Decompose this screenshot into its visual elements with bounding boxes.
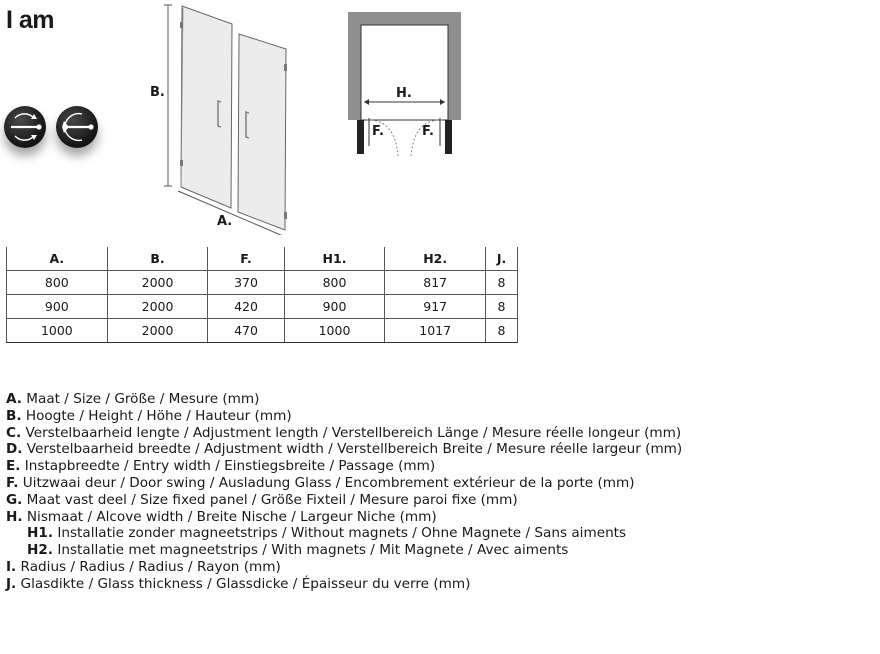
legend-item — [6, 391, 682, 408]
legend-text: Uitzwaai deur / Door swing / Ausladung Glass / Encombrement extérieur de la porte (mm) — [18, 474, 635, 491]
table-cell: 8 — [486, 319, 518, 343]
table-cell: 1017 — [385, 319, 486, 343]
legend-text: Glasdikte / Glass thickness / Glassdicke / Épaisseur du verre (mm) — [16, 575, 471, 592]
header-cell: J. — [486, 247, 518, 271]
legend-text: Radius / Radius / Radius / Rayon (mm) — [16, 558, 281, 575]
table-cell: 917 — [385, 295, 486, 319]
legend-key: H. — [6, 508, 23, 525]
table-cell: 800 — [284, 271, 385, 295]
door-swing-left-icon — [4, 106, 46, 148]
table-row — [7, 271, 518, 295]
door-swing-left-label: F. — [372, 124, 384, 139]
table-cell: 2000 — [107, 295, 208, 319]
table-cell: 2000 — [107, 271, 208, 295]
header-cell: H1. — [284, 247, 385, 271]
header-cell: B. — [107, 247, 208, 271]
table-cell: 800 — [7, 271, 108, 295]
legend-item — [6, 441, 682, 458]
table-cell: 900 — [284, 295, 385, 319]
legend-item — [6, 475, 682, 492]
table-cell: 1000 — [284, 319, 385, 343]
legend-item — [6, 576, 682, 593]
legend-text: Verstelbaarheid lengte / Adjustment length / Verstellbereich Länge / Mesure réelle longeur (mm) — [21, 424, 682, 441]
door-swing-right-label: F. — [422, 124, 434, 139]
dimension-legend — [6, 391, 682, 593]
table-header-row — [7, 247, 518, 271]
legend-item — [6, 408, 682, 425]
legend-item — [6, 509, 682, 526]
legend-text: Hoogte / Height / Höhe / Hauteur (mm) — [21, 407, 292, 424]
legend-key: J. — [6, 575, 17, 592]
header-cell: H2. — [385, 247, 486, 271]
legend-key: A. — [6, 391, 22, 407]
legend-key: H1. — [27, 525, 53, 542]
table-cell: 1000 — [7, 319, 108, 343]
legend-text: Installatie met magneetstrips / With magnets / Mit Magnete / Avec aiments — [53, 542, 569, 559]
door-swing-right-icon — [56, 106, 98, 148]
legend-key: C. — [6, 424, 22, 441]
legend-key: H2. — [27, 542, 53, 559]
legend-key: D. — [6, 441, 23, 458]
legend-item — [6, 559, 682, 576]
header-cell: A. — [7, 247, 108, 271]
legend-key: I. — [6, 558, 17, 575]
legend-item — [6, 492, 682, 509]
legend-text: Maat vast deel / Size fixed panel / Größe Fixteil / Mesure paroi fixe (mm) — [22, 491, 518, 508]
table-cell: 470 — [208, 319, 284, 343]
plan-view-diagram — [340, 6, 470, 161]
legend-text: Verstelbaarheid breedte / Adjustment width / Verstellbereich Breite / Mesure réelle largeur (mm) — [22, 441, 683, 458]
table-cell: 8 — [486, 295, 518, 319]
legend-item — [6, 525, 682, 542]
legend-item — [6, 542, 682, 559]
width-label: A. — [217, 214, 233, 229]
table-cell: 2000 — [107, 319, 208, 343]
dimensions-table — [6, 247, 518, 343]
legend-key: B. — [6, 407, 22, 424]
legend-item — [6, 425, 682, 442]
table-cell: 370 — [208, 271, 284, 295]
legend-key: G. — [6, 491, 23, 508]
alcove-width-label: H. — [396, 86, 412, 101]
legend-text: Maat / Size / Größe / Mesure (mm) — [21, 391, 260, 407]
door-panels-diagram — [145, 0, 295, 240]
legend-key: E. — [6, 458, 21, 475]
table-cell: 8 — [486, 271, 518, 295]
table-cell: 420 — [208, 295, 284, 319]
legend-text: Nismaat / Alcove width / Breite Nische / Largeur Niche (mm) — [22, 508, 437, 525]
page-title: I am — [6, 6, 55, 34]
table-row — [7, 319, 518, 343]
header-cell: F. — [208, 247, 284, 271]
height-label: B. — [150, 85, 165, 100]
legend-text: Installatie zonder magneetstrips / Without magnets / Ohne Magnete / Sans aiments — [53, 525, 627, 542]
legend-item — [6, 458, 682, 475]
legend-key: F. — [6, 474, 19, 491]
table-cell: 900 — [7, 295, 108, 319]
table-cell: 817 — [385, 271, 486, 295]
legend-text: Instapbreedte / Entry width / Einstiegsbreite / Passage (mm) — [20, 458, 436, 475]
table-row — [7, 295, 518, 319]
